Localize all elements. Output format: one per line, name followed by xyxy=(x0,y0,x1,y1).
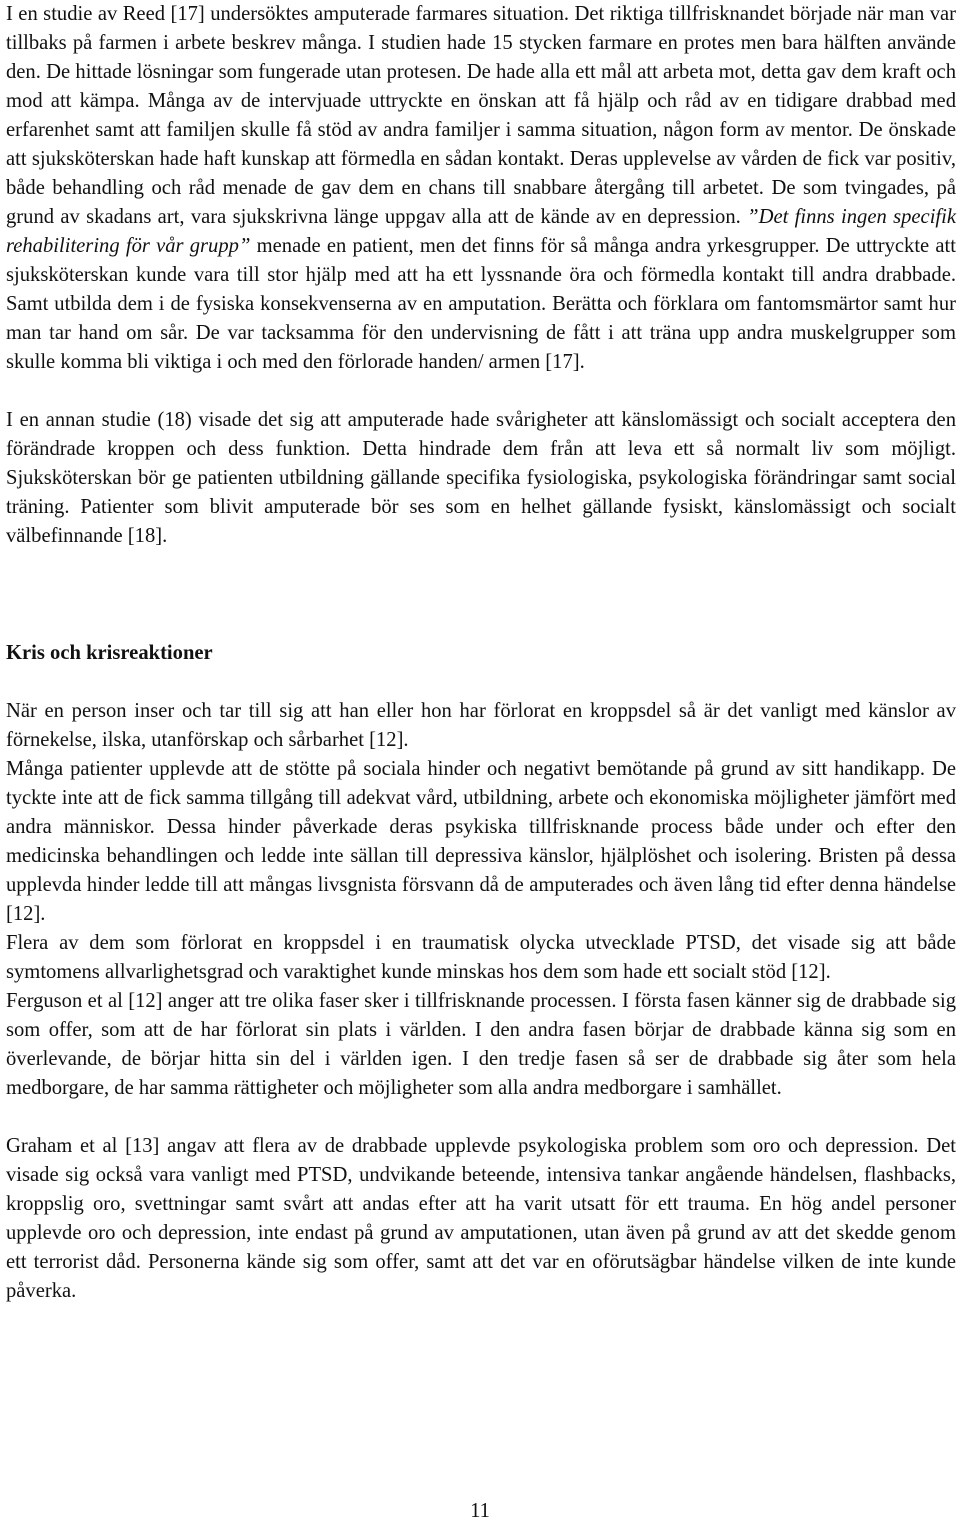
document-page xyxy=(6,0,956,1306)
paragraph-text: I en studie av Reed [17] undersöktes amputerade farmares situation. Det riktiga tillfrisknandet började när man var tillbaks på farmen i arbete beskrev många. I studien hade 15 stycken farmare en protes men bara hälften använde den. De hittade lösningar som fungerade utan protesen. De hade alla ett mål att arbeta mot, detta gav dem kraft och mod att kämpa. Många av de intervjuade uttryckte en önskan att få hjälp och råd av en tidigare drabbad med erfarenhet samt att familjen skulle få stöd av andra familjer i samma situation, någon form av mentor. De önskade att sjuksköterskan hade haft kunskap att förmedla en sådan kontakt. Deras upplevelse av vården de fick var positiv, både behandling och råd menade de gav dem en chans till snabbare återgång till arbetet. De som tvingades, på grund av skadans art, vara sjukskrivna länge uppgav alla att de kände av en depression. xyxy=(6,3,956,228)
section-heading: Kris och krisreaktioner xyxy=(6,642,213,664)
patient-quote: ”Det finns ingen specifik rehabilitering för vår grupp” xyxy=(6,206,957,257)
paragraph-text: menade en patient, men det finns för så många andra yrkesgrupper. De uttryckte att sjuksköterskan kunde vara till stor hjälp med att ha ett lyssnande öra och förmedla kontakt till andra drabbade. Samt utbilda dem i de fysiska konsekvenserna av en amputation. Berätta och förklara om fantomsmärtor samt hur man tar hand om sår. De var tacksamma för den undervisning de fått i att träna upp andra muskelgrupper som skulle komma bli viktiga i och med den förlorade handen/ armen [17]. xyxy=(6,235,956,373)
paragraph-reed-study xyxy=(6,0,956,377)
paragraph-graham-study: Graham et al [13] angav att flera av de drabbade upplevde psykologiska problem som oro och depression. Det visade sig också vara vanligt med PTSD, undvikande beteende, intensiva tankar angående händelsen, flashbacks, kroppslig oro, svettningar samt svårt att andas efter att ha varit utsatt för ett trauma. En hög andel personer upplevde oro och depression, inte endast på grund av amputationen, utan även på grund av att det skedde genom ett terrorist dåd. Personerna kände sig som offer, samt att det var en oförutsägbar händelse vilken de inte kunde påverka. xyxy=(6,1135,956,1302)
paragraph-social-barriers: Många patienter upplevde att de stötte på sociala hinder och negativt bemötande på grund av sitt handikapp. De tyckte inte att de fick samma tillgång till adekvat vård, utbildning, arbete och ekonomiska möjligheter jämfört med andra människor. Dessa hinder påverkade deras psykiska tillfrisknande process både under och efter den medicinska behandlingen och ledde inte sällan till depressiva känslor, hjälplöshet och isolering. Bristen på dessa upplevda hinder ledde till att mångas livsgnista försvann då de amputerades och även lång tid efter denna händelse [12]. xyxy=(6,758,956,925)
page-number: 11 xyxy=(470,1500,490,1522)
paragraph-crisis-feelings: När en person inser och tar till sig att han eller hon har förlorat en kroppsdel så är det vanligt med känslor av förnekelse, ilska, utanförskap och sårbarhet [12]. xyxy=(6,700,956,751)
paragraph-second-study: I en annan studie (18) visade det sig att amputerade hade svårigheter att känslomässigt och socialt acceptera den förändrade kroppen och dess funktion. Detta hindrade dem från att leva ett så normalt liv som möjligt. Sjuksköterskan bör ge patienten utbildning gällande specifika fysiologiska, psykologiska förändringar samt social träning. Patienter som blivit amputerade bör ses som en helhet gällande fysiskt, känslomässigt och socialt välbefinnande [18]. xyxy=(6,409,956,547)
paragraph-three-phases: Ferguson et al [12] anger att tre olika faser sker i tillfrisknande processen. I första fasen känner sig de drabbade sig som offer, som att de har förlorat sin plats i världen. I den andra fasen börjar de drabbade känna sig som en överlevande, de börjar hitta sin del i världen igen. I den tredje fasen så ser de drabbade sig åter som hela medborgare, de har samma rättigheter och möjligheter som alla andra medborgare i samhället. xyxy=(6,990,956,1099)
paragraph-ptsd: Flera av dem som förlorat en kroppsdel i en traumatisk olycka utvecklade PTSD, det visade sig att både symtomens allvarlighetsgrad och varaktighet kunde minskas hos dem som hade ett socialt stöd [12]. xyxy=(6,932,956,983)
